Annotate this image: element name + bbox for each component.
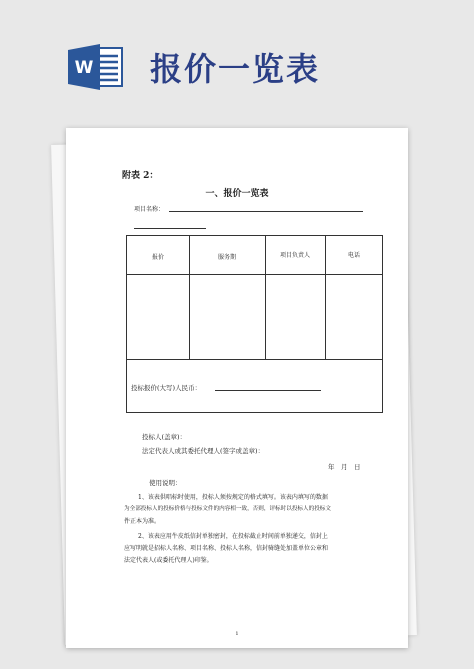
short-blank-line (134, 228, 206, 229)
banner (0, 0, 474, 120)
document-page (66, 128, 408, 648)
header-service-period: 服务期 (217, 254, 236, 261)
usage-heading: 使用说明： (149, 479, 182, 487)
word-icon (66, 42, 126, 92)
project-name-label: 项目名称： (134, 206, 165, 213)
header-project-manager: 项目负责人 (279, 252, 310, 259)
bidder-seal: 投标人(盖章)： (142, 433, 187, 441)
usage-note-line: 2、该表应用牛皮纸信封单独密封，在投标截止时间前单独递交，信封上 (138, 533, 328, 540)
usage-note-line: 件正本为准。 (124, 518, 161, 525)
table-row-divider (127, 359, 382, 360)
quote-table (126, 235, 383, 413)
usage-note-line: 法定代表人(或委托代理人)印鉴。 (124, 557, 213, 564)
page-number: 1 (235, 631, 239, 637)
table-row-divider (127, 274, 382, 275)
word-icon-letter: W (74, 58, 94, 78)
total-price-label: 投标报价(大写)人民币： (131, 384, 202, 392)
legal-rep-signature: 法定代表人或其委托代理人(签字或盖章)： (142, 447, 265, 455)
document-title: 一、报价一览表 (205, 189, 269, 199)
usage-note-line: 应写明就是招标人名称、项目名称、投标人名称，信封骑缝处加盖单位公章和 (124, 545, 329, 552)
usage-note-line: 1、该表供唱标时使用，投标人须按规定的格式填写。该表内填写的数据 (138, 494, 328, 501)
date-line: 年 月 日 (328, 463, 361, 471)
attachment-label: 附表 2： (122, 171, 159, 181)
header-phone: 电话 (347, 252, 360, 259)
project-name-line (169, 211, 363, 212)
header-quote: 报价 (151, 254, 164, 261)
usage-note-line: 为全部投标人的投标价格与投标文件的内容相一致，否则，评标时以投标人的投标文 (124, 506, 331, 512)
total-price-line (215, 390, 321, 391)
banner-title: 报价一览表 (150, 50, 321, 88)
